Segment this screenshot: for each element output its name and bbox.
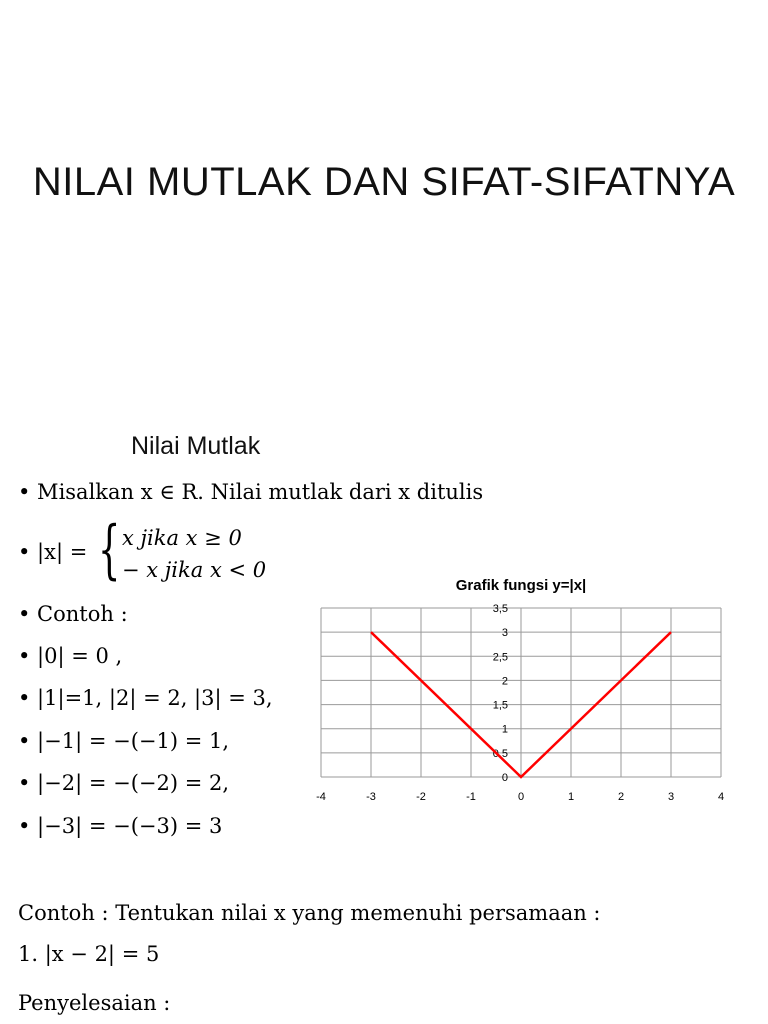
y-tick-label: 3 <box>501 627 508 640</box>
x-tick-label: 1 <box>567 791 575 803</box>
y-tick-label: 1 <box>501 723 508 736</box>
definition-line: • Misalkan x ∈ R. Nilai mutlak dari x ditulis <box>18 480 484 504</box>
x-tick-label: 4 <box>717 791 725 803</box>
brace-symbol: { <box>98 513 121 587</box>
x-tick-label: -1 <box>466 791 476 803</box>
x-tick-label: -2 <box>416 791 426 803</box>
piecewise-case-positive: x jika x ≥ 0 <box>122 526 242 550</box>
series-line <box>371 632 671 777</box>
slide-title: NILAI MUTLAK DAN SIFAT-SIFATNYA <box>32 160 736 204</box>
piecewise-prefix: • |x| = <box>18 540 88 564</box>
y-tick-label: 2,5 <box>492 651 508 664</box>
y-tick-label: 0 <box>501 772 508 784</box>
y-tick-label: 3,5 <box>492 603 508 615</box>
example-item: • |−2| = −(−2) = 2, <box>18 771 230 795</box>
exercise-intro: Contoh : Tentukan nilai x yang memenuhi persamaan : <box>18 901 601 925</box>
example-item: • |0| = 0 , <box>18 644 123 668</box>
examples-label: • Contoh : <box>18 602 128 626</box>
x-tick-label: -4 <box>316 791 326 803</box>
example-item: • |−1| = −(−1) = 1, <box>18 729 230 753</box>
exercise-item: 1. |x − 2| = 5 <box>18 942 160 966</box>
x-tick-label: -3 <box>366 791 376 803</box>
section-heading: Nilai Mutlak <box>131 432 261 460</box>
example-item: • |−3| = −(−3) = 3 <box>18 814 223 838</box>
chart-title: Grafik fungsi y=|x| <box>455 577 587 594</box>
x-tick-label: 3 <box>667 791 675 803</box>
y-tick-label: 1,5 <box>492 699 508 712</box>
solution-label: Penyelesaian : <box>18 991 171 1015</box>
y-tick-label: 2 <box>501 675 508 688</box>
example-item: • |1|=1, |2| = 2, |3| = 3, <box>18 686 273 710</box>
piecewise-case-negative: − x jika x < 0 <box>122 558 267 582</box>
x-tick-label: 2 <box>617 791 625 803</box>
x-tick-label: 0 <box>517 791 525 803</box>
y-tick-label: 0,5 <box>492 747 508 760</box>
